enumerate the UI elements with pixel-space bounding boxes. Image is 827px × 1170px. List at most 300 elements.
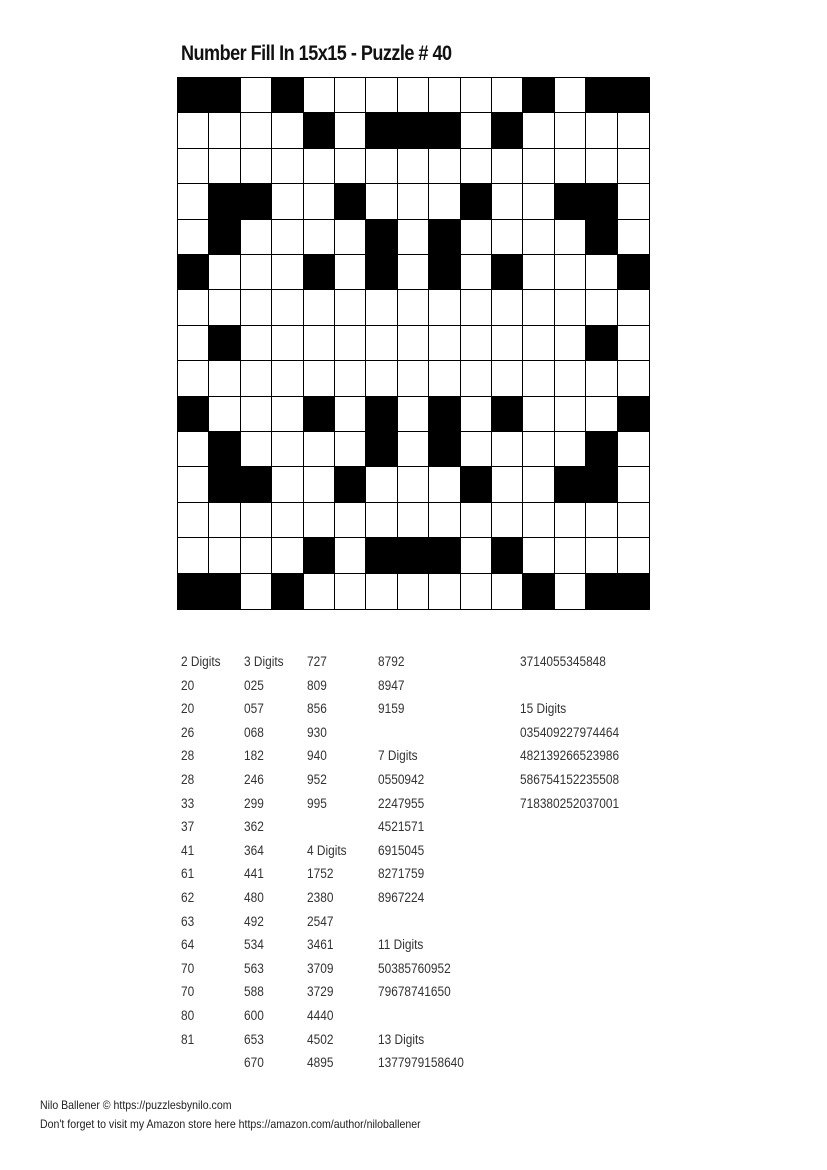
black-cell bbox=[366, 220, 397, 255]
white-cell[interactable] bbox=[492, 467, 523, 502]
white-cell[interactable] bbox=[335, 255, 366, 290]
white-cell[interactable] bbox=[209, 149, 240, 184]
black-cell bbox=[209, 467, 240, 502]
white-cell[interactable] bbox=[335, 113, 366, 148]
white-cell[interactable] bbox=[366, 184, 397, 219]
black-cell bbox=[618, 78, 649, 113]
white-cell[interactable] bbox=[241, 290, 272, 325]
word-list-entry: 930 bbox=[307, 724, 327, 740]
white-cell[interactable] bbox=[209, 255, 240, 290]
word-list-entry: 809 bbox=[307, 677, 327, 693]
white-cell[interactable] bbox=[618, 184, 649, 219]
white-cell[interactable] bbox=[461, 113, 492, 148]
word-list-entry: 588 bbox=[244, 984, 264, 1000]
black-cell bbox=[586, 432, 617, 467]
black-cell bbox=[429, 432, 460, 467]
black-cell bbox=[586, 326, 617, 361]
word-list-entry: 37 bbox=[181, 819, 195, 835]
word-list-entry: 33 bbox=[181, 795, 195, 811]
white-cell[interactable] bbox=[461, 361, 492, 396]
white-cell[interactable] bbox=[555, 397, 586, 432]
white-cell[interactable] bbox=[241, 432, 272, 467]
white-cell[interactable] bbox=[586, 255, 617, 290]
word-list-entry: 3714055345848 bbox=[520, 654, 606, 669]
white-cell[interactable] bbox=[429, 290, 460, 325]
black-cell bbox=[492, 538, 523, 573]
white-cell[interactable] bbox=[241, 361, 272, 396]
white-cell[interactable] bbox=[366, 290, 397, 325]
white-cell[interactable] bbox=[398, 397, 429, 432]
white-cell[interactable] bbox=[398, 220, 429, 255]
black-cell bbox=[366, 255, 397, 290]
word-list-entry: 79678741650 bbox=[378, 984, 451, 1000]
white-cell[interactable] bbox=[523, 290, 554, 325]
black-cell bbox=[335, 467, 366, 502]
word-list-entry: 41 bbox=[181, 842, 195, 858]
black-cell bbox=[492, 397, 523, 432]
footer-credit: Nilo Ballener © https://puzzlesbynilo.com bbox=[40, 1098, 232, 1112]
black-cell bbox=[178, 397, 209, 432]
white-cell[interactable] bbox=[241, 326, 272, 361]
white-cell[interactable] bbox=[241, 538, 272, 573]
white-cell[interactable] bbox=[429, 326, 460, 361]
white-cell[interactable] bbox=[398, 361, 429, 396]
word-list-entry: 068 bbox=[244, 724, 264, 740]
white-cell[interactable] bbox=[618, 220, 649, 255]
white-cell[interactable] bbox=[241, 574, 272, 609]
white-cell[interactable] bbox=[555, 503, 586, 538]
white-cell[interactable] bbox=[335, 397, 366, 432]
white-cell[interactable] bbox=[523, 255, 554, 290]
white-cell[interactable] bbox=[398, 432, 429, 467]
black-cell bbox=[618, 255, 649, 290]
white-cell[interactable] bbox=[461, 255, 492, 290]
white-cell[interactable] bbox=[335, 78, 366, 113]
white-cell[interactable] bbox=[241, 503, 272, 538]
white-cell[interactable] bbox=[209, 503, 240, 538]
white-cell[interactable] bbox=[555, 326, 586, 361]
white-cell[interactable] bbox=[492, 503, 523, 538]
word-list-entry: 4440 bbox=[307, 1007, 334, 1023]
white-cell[interactable] bbox=[272, 290, 303, 325]
black-cell bbox=[429, 397, 460, 432]
footer-amazon-note: Don't forget to visit my Amazon store here https://amazon.com/author/niloballener bbox=[40, 1117, 421, 1131]
white-cell[interactable] bbox=[461, 397, 492, 432]
white-cell[interactable] bbox=[241, 149, 272, 184]
white-cell[interactable] bbox=[366, 361, 397, 396]
black-cell bbox=[618, 397, 649, 432]
white-cell[interactable] bbox=[209, 113, 240, 148]
word-list-entry: 534 bbox=[244, 937, 264, 953]
black-cell bbox=[335, 184, 366, 219]
black-cell bbox=[461, 467, 492, 502]
white-cell[interactable] bbox=[272, 361, 303, 396]
white-cell[interactable] bbox=[272, 397, 303, 432]
white-cell[interactable] bbox=[178, 503, 209, 538]
word-list-entry: 28 bbox=[181, 748, 195, 764]
word-list-entry: 653 bbox=[244, 1031, 264, 1047]
white-cell[interactable] bbox=[178, 326, 209, 361]
white-cell[interactable] bbox=[178, 113, 209, 148]
white-cell[interactable] bbox=[178, 361, 209, 396]
white-cell[interactable] bbox=[618, 326, 649, 361]
white-cell[interactable] bbox=[366, 503, 397, 538]
white-cell[interactable] bbox=[398, 503, 429, 538]
black-cell bbox=[586, 574, 617, 609]
word-list-heading: 7 Digits bbox=[378, 748, 418, 764]
black-cell bbox=[586, 220, 617, 255]
white-cell[interactable] bbox=[178, 149, 209, 184]
black-cell bbox=[398, 113, 429, 148]
word-list-entry: 63 bbox=[181, 913, 195, 929]
black-cell bbox=[272, 78, 303, 113]
white-cell[interactable] bbox=[366, 574, 397, 609]
white-cell[interactable] bbox=[523, 538, 554, 573]
white-cell[interactable] bbox=[523, 326, 554, 361]
word-list-entry: 364 bbox=[244, 842, 264, 858]
white-cell[interactable] bbox=[461, 503, 492, 538]
white-cell[interactable] bbox=[429, 149, 460, 184]
word-list-heading: 11 Digits bbox=[378, 937, 424, 953]
white-cell[interactable] bbox=[335, 290, 366, 325]
word-list-entry: 1377979158640 bbox=[378, 1055, 464, 1071]
white-cell[interactable] bbox=[586, 361, 617, 396]
white-cell[interactable] bbox=[335, 220, 366, 255]
white-cell[interactable] bbox=[492, 326, 523, 361]
word-list-entry: 28 bbox=[181, 771, 195, 787]
white-cell[interactable] bbox=[178, 432, 209, 467]
white-cell[interactable] bbox=[461, 326, 492, 361]
word-list-entry: 3729 bbox=[307, 984, 334, 1000]
black-cell bbox=[618, 574, 649, 609]
word-list-entry: 856 bbox=[307, 701, 327, 717]
white-cell[interactable] bbox=[335, 361, 366, 396]
black-cell bbox=[209, 574, 240, 609]
white-cell[interactable] bbox=[398, 255, 429, 290]
white-cell[interactable] bbox=[586, 290, 617, 325]
white-cell[interactable] bbox=[586, 397, 617, 432]
white-cell[interactable] bbox=[523, 397, 554, 432]
white-cell[interactable] bbox=[272, 503, 303, 538]
word-list-entry: 586754152235508 bbox=[520, 771, 620, 787]
white-cell[interactable] bbox=[272, 184, 303, 219]
black-cell bbox=[209, 220, 240, 255]
white-cell[interactable] bbox=[523, 503, 554, 538]
black-cell bbox=[209, 432, 240, 467]
white-cell[interactable] bbox=[304, 574, 335, 609]
word-list-entry: 0550942 bbox=[378, 771, 425, 787]
word-list-column-13-15-digits bbox=[520, 650, 633, 815]
white-cell[interactable] bbox=[366, 78, 397, 113]
white-cell[interactable] bbox=[304, 149, 335, 184]
word-list-entry: 6915045 bbox=[378, 842, 425, 858]
black-cell bbox=[366, 432, 397, 467]
white-cell[interactable] bbox=[586, 113, 617, 148]
word-list-entry: 80 bbox=[181, 1007, 195, 1023]
white-cell[interactable] bbox=[429, 361, 460, 396]
white-cell[interactable] bbox=[335, 326, 366, 361]
word-list-entry: 670 bbox=[244, 1055, 264, 1071]
word-list-entry: 299 bbox=[244, 795, 264, 811]
white-cell[interactable] bbox=[586, 538, 617, 573]
word-list-entry bbox=[520, 674, 619, 698]
word-list-entry: 035409227974464 bbox=[520, 724, 620, 740]
white-cell[interactable] bbox=[586, 149, 617, 184]
black-cell bbox=[178, 78, 209, 113]
puzzle-grid bbox=[177, 77, 650, 610]
black-cell bbox=[429, 113, 460, 148]
white-cell[interactable] bbox=[335, 574, 366, 609]
white-cell[interactable] bbox=[555, 149, 586, 184]
black-cell bbox=[523, 78, 554, 113]
white-cell[interactable] bbox=[209, 361, 240, 396]
white-cell[interactable] bbox=[178, 290, 209, 325]
white-cell[interactable] bbox=[618, 290, 649, 325]
word-list-entry bbox=[378, 910, 464, 934]
white-cell[interactable] bbox=[272, 113, 303, 148]
word-list-entry: 26 bbox=[181, 724, 195, 740]
word-list-entry: 70 bbox=[181, 960, 195, 976]
white-cell[interactable] bbox=[398, 149, 429, 184]
word-list-column-4-7-11-13-digits bbox=[378, 650, 476, 1075]
word-list-entry: 482139266523986 bbox=[520, 748, 620, 764]
word-list-heading: 3 Digits bbox=[244, 654, 284, 669]
word-list-entry bbox=[378, 721, 464, 745]
white-cell[interactable] bbox=[335, 432, 366, 467]
white-cell[interactable] bbox=[429, 78, 460, 113]
white-cell[interactable] bbox=[555, 78, 586, 113]
black-cell bbox=[209, 184, 240, 219]
white-cell[interactable] bbox=[461, 220, 492, 255]
black-cell bbox=[304, 255, 335, 290]
word-list-heading: 4 Digits bbox=[307, 842, 347, 858]
white-cell[interactable] bbox=[304, 78, 335, 113]
word-list-entry: 3709 bbox=[307, 960, 334, 976]
white-cell[interactable] bbox=[492, 220, 523, 255]
white-cell[interactable] bbox=[523, 184, 554, 219]
word-list-entry: 1752 bbox=[307, 866, 334, 882]
white-cell[interactable] bbox=[272, 255, 303, 290]
word-list-entry: 50385760952 bbox=[378, 960, 451, 976]
word-list-entry: 2380 bbox=[307, 889, 334, 905]
white-cell[interactable] bbox=[492, 149, 523, 184]
black-cell bbox=[492, 255, 523, 290]
white-cell[interactable] bbox=[492, 184, 523, 219]
word-list-entry: 182 bbox=[244, 748, 264, 764]
word-list-entry: 4895 bbox=[307, 1055, 334, 1071]
word-list-entry: 9159 bbox=[378, 701, 405, 717]
word-list-entry: 492 bbox=[244, 913, 264, 929]
black-cell bbox=[304, 538, 335, 573]
black-cell bbox=[178, 574, 209, 609]
word-list-entry: 480 bbox=[244, 889, 264, 905]
word-list-heading: 2 Digits bbox=[181, 654, 221, 669]
word-list-entry: 952 bbox=[307, 771, 327, 787]
page-title: Number Fill In 15x15 - Puzzle # 40 bbox=[181, 42, 452, 65]
white-cell[interactable] bbox=[555, 574, 586, 609]
white-cell[interactable] bbox=[335, 503, 366, 538]
black-cell bbox=[366, 113, 397, 148]
white-cell[interactable] bbox=[241, 397, 272, 432]
word-list-entry: 2247955 bbox=[378, 795, 425, 811]
white-cell[interactable] bbox=[398, 326, 429, 361]
black-cell bbox=[304, 397, 335, 432]
white-cell[interactable] bbox=[461, 574, 492, 609]
white-cell[interactable] bbox=[241, 220, 272, 255]
white-cell[interactable] bbox=[178, 538, 209, 573]
word-list-entry: 81 bbox=[181, 1031, 195, 1047]
white-cell[interactable] bbox=[492, 574, 523, 609]
black-cell bbox=[555, 467, 586, 502]
word-list-entry: 61 bbox=[181, 866, 195, 882]
white-cell[interactable] bbox=[586, 503, 617, 538]
word-list-entry bbox=[307, 815, 347, 839]
white-cell[interactable] bbox=[366, 149, 397, 184]
white-cell[interactable] bbox=[492, 361, 523, 396]
white-cell[interactable] bbox=[618, 432, 649, 467]
white-cell[interactable] bbox=[523, 113, 554, 148]
white-cell[interactable] bbox=[335, 538, 366, 573]
white-cell[interactable] bbox=[429, 184, 460, 219]
word-list-entry: 600 bbox=[244, 1007, 264, 1023]
white-cell[interactable] bbox=[523, 149, 554, 184]
black-cell bbox=[429, 255, 460, 290]
white-cell[interactable] bbox=[209, 290, 240, 325]
word-list-entry: 4502 bbox=[307, 1031, 334, 1047]
white-cell[interactable] bbox=[461, 78, 492, 113]
black-cell bbox=[366, 397, 397, 432]
black-cell bbox=[429, 220, 460, 255]
word-list-entry: 246 bbox=[244, 771, 264, 787]
black-cell bbox=[209, 326, 240, 361]
white-cell[interactable] bbox=[272, 467, 303, 502]
white-cell[interactable] bbox=[461, 290, 492, 325]
black-cell bbox=[304, 113, 335, 148]
white-cell[interactable] bbox=[555, 220, 586, 255]
white-cell[interactable] bbox=[366, 326, 397, 361]
word-list-entry: 4521571 bbox=[378, 819, 425, 835]
black-cell bbox=[461, 184, 492, 219]
black-cell bbox=[178, 255, 209, 290]
white-cell[interactable] bbox=[178, 467, 209, 502]
white-cell[interactable] bbox=[555, 113, 586, 148]
black-cell bbox=[241, 467, 272, 502]
white-cell[interactable] bbox=[398, 184, 429, 219]
black-cell bbox=[272, 574, 303, 609]
word-list-entry: 940 bbox=[307, 748, 327, 764]
white-cell[interactable] bbox=[304, 290, 335, 325]
white-cell[interactable] bbox=[272, 538, 303, 573]
white-cell[interactable] bbox=[335, 149, 366, 184]
word-list-heading: 15 Digits bbox=[520, 701, 567, 717]
white-cell[interactable] bbox=[429, 574, 460, 609]
white-cell[interactable] bbox=[304, 432, 335, 467]
white-cell[interactable] bbox=[429, 503, 460, 538]
white-cell[interactable] bbox=[523, 432, 554, 467]
word-list-entry: 8967224 bbox=[378, 889, 425, 905]
white-cell[interactable] bbox=[241, 255, 272, 290]
black-cell bbox=[209, 78, 240, 113]
black-cell bbox=[523, 574, 554, 609]
white-cell[interactable] bbox=[178, 220, 209, 255]
white-cell[interactable] bbox=[398, 574, 429, 609]
white-cell[interactable] bbox=[618, 503, 649, 538]
white-cell[interactable] bbox=[618, 467, 649, 502]
white-cell[interactable] bbox=[523, 467, 554, 502]
white-cell[interactable] bbox=[555, 538, 586, 573]
word-list-entry: 3461 bbox=[307, 937, 334, 953]
white-cell[interactable] bbox=[555, 255, 586, 290]
word-list-entry: 70 bbox=[181, 984, 195, 1000]
word-list-column-3-4-digits bbox=[307, 650, 352, 1075]
white-cell[interactable] bbox=[618, 361, 649, 396]
word-list-entry: 8792 bbox=[378, 654, 405, 669]
white-cell[interactable] bbox=[178, 184, 209, 219]
white-cell[interactable] bbox=[429, 467, 460, 502]
black-cell bbox=[366, 538, 397, 573]
white-cell[interactable] bbox=[618, 113, 649, 148]
black-cell bbox=[555, 184, 586, 219]
word-list-entry: 441 bbox=[244, 866, 264, 882]
white-cell[interactable] bbox=[272, 149, 303, 184]
white-cell[interactable] bbox=[398, 290, 429, 325]
white-cell[interactable] bbox=[209, 538, 240, 573]
white-cell[interactable] bbox=[272, 220, 303, 255]
word-list-entry: 718380252037001 bbox=[520, 795, 620, 811]
white-cell[interactable] bbox=[523, 220, 554, 255]
white-cell[interactable] bbox=[461, 149, 492, 184]
white-cell[interactable] bbox=[304, 184, 335, 219]
white-cell[interactable] bbox=[555, 432, 586, 467]
white-cell[interactable] bbox=[304, 326, 335, 361]
white-cell[interactable] bbox=[555, 290, 586, 325]
white-cell[interactable] bbox=[492, 290, 523, 325]
word-list-entry: 20 bbox=[181, 701, 195, 717]
word-list-entry: 995 bbox=[307, 795, 327, 811]
black-cell bbox=[586, 467, 617, 502]
word-list-entry: 2547 bbox=[307, 913, 334, 929]
white-cell[interactable] bbox=[398, 78, 429, 113]
word-list-entry: 057 bbox=[244, 701, 264, 717]
white-cell[interactable] bbox=[304, 503, 335, 538]
white-cell[interactable] bbox=[304, 361, 335, 396]
white-cell[interactable] bbox=[461, 538, 492, 573]
white-cell[interactable] bbox=[241, 78, 272, 113]
white-cell[interactable] bbox=[461, 432, 492, 467]
word-list-column-2-digits bbox=[181, 650, 226, 1051]
black-cell bbox=[586, 184, 617, 219]
white-cell[interactable] bbox=[304, 220, 335, 255]
white-cell[interactable] bbox=[272, 432, 303, 467]
white-cell[interactable] bbox=[209, 397, 240, 432]
white-cell[interactable] bbox=[366, 467, 397, 502]
white-cell[interactable] bbox=[618, 538, 649, 573]
white-cell[interactable] bbox=[618, 149, 649, 184]
black-cell bbox=[241, 184, 272, 219]
white-cell[interactable] bbox=[492, 78, 523, 113]
black-cell bbox=[492, 113, 523, 148]
white-cell[interactable] bbox=[272, 326, 303, 361]
word-list-entry: 8271759 bbox=[378, 866, 425, 882]
white-cell[interactable] bbox=[241, 113, 272, 148]
white-cell[interactable] bbox=[523, 361, 554, 396]
white-cell[interactable] bbox=[398, 467, 429, 502]
word-list-entry: 8947 bbox=[378, 677, 405, 693]
word-list-entry: 025 bbox=[244, 677, 264, 693]
white-cell[interactable] bbox=[555, 361, 586, 396]
white-cell[interactable] bbox=[492, 432, 523, 467]
white-cell[interactable] bbox=[304, 467, 335, 502]
